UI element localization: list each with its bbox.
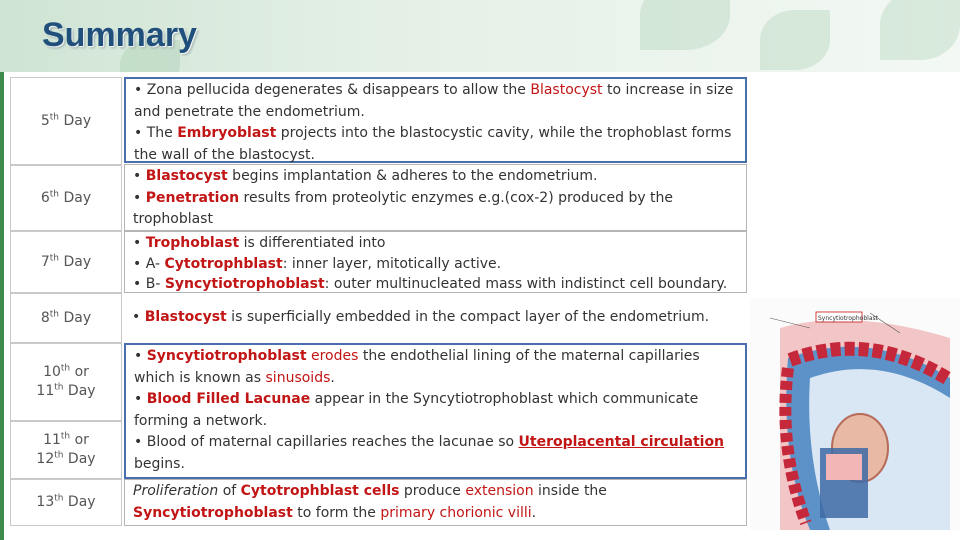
day-word: or <box>74 364 89 380</box>
day-suffix: th <box>54 382 64 393</box>
bullet-blastocyst-implantation <box>133 166 740 188</box>
bullet-text: • <box>134 391 147 407</box>
day-cell-11-12 <box>10 421 122 479</box>
term-text: Zona pellucida <box>146 82 250 98</box>
day-word: Day <box>63 112 92 129</box>
accent-bar <box>0 72 4 540</box>
term-highlight: Blood Filled Lacunae <box>146 391 311 407</box>
day-suffix: th <box>49 252 60 263</box>
body-text: . <box>531 504 537 521</box>
bullet-lacunae <box>134 389 739 432</box>
day-suffix: th <box>49 188 60 199</box>
day-word: Day <box>63 309 92 326</box>
figure-label: Syncytiotrophoblast <box>818 315 878 322</box>
body-text: begins implantation & adheres to the endometrium. <box>227 168 598 184</box>
day-cell-8 <box>10 293 122 343</box>
body-text: begins. <box>134 455 185 472</box>
day-cell-7 <box>10 231 122 293</box>
term-highlight: Cytotrophblast cells <box>240 483 400 499</box>
day-number: 5 <box>40 112 50 129</box>
term-highlight: sinusoids <box>265 369 331 386</box>
day-number: 11 <box>43 432 61 448</box>
body-text: appear in the Syncytiotrophoblast which communicate forming a network. <box>134 391 699 429</box>
term-highlight: Syncytiotrophoblast <box>146 348 307 364</box>
term-highlight: extension <box>465 483 534 499</box>
bullet-erosion <box>134 346 739 389</box>
body-text: the endothelial lining of the maternal capillaries which is known as <box>134 348 700 386</box>
bullet-text: • A- <box>133 255 165 272</box>
day-word: Day <box>67 383 96 399</box>
body-text: projects into the blastocystic cavity, while the trophoblast forms the wall of the blastocyst. <box>134 125 732 163</box>
leaf-decoration <box>760 10 830 70</box>
implantation-diagram <box>750 298 960 530</box>
day-number: 8 <box>40 309 50 326</box>
day-cell-13 <box>10 479 122 526</box>
term-highlight: Cytotrophblast <box>164 255 283 272</box>
day-number: 6 <box>40 189 50 206</box>
term-highlight: Syncytiotrophoblast <box>133 504 293 521</box>
term-highlight: primary chorionic villi <box>380 504 532 521</box>
body-text: . <box>330 369 335 386</box>
body-text: results from proteolytic enzymes e.g.(cox-2) produced by the trophoblast <box>133 189 674 227</box>
bullet-text: • <box>134 348 147 364</box>
body-text: is superficially embedded in the compact layer of the endometrium. <box>226 309 710 325</box>
day-suffix: th <box>60 431 71 442</box>
body-text: inside the <box>533 483 607 499</box>
day-number: 13 <box>36 494 55 510</box>
day-cell-10-11 <box>10 343 122 421</box>
term-highlight: Embryoblast <box>177 125 277 141</box>
bullet-text: • <box>133 189 146 206</box>
day-word: or <box>74 432 89 448</box>
bullet-superficial-embedding <box>132 307 741 329</box>
term-highlight: erodes <box>311 348 359 364</box>
bullet-embryoblast <box>134 123 739 166</box>
header-banner <box>0 0 960 72</box>
bullet-syncytiotrophoblast <box>133 274 740 295</box>
day-suffix: th <box>54 450 64 461</box>
body-text: degenerates & disappears to allow the <box>249 82 531 98</box>
day-cell-6 <box>10 165 122 231</box>
day-word: Day <box>63 189 92 206</box>
body-text: : inner layer, mitotically active. <box>282 255 502 272</box>
term-highlight: Trophoblast <box>145 235 240 251</box>
day-cell-5 <box>10 77 122 165</box>
body-text: produce <box>399 483 466 499</box>
page-title: Summary <box>42 16 197 54</box>
bullet-penetration <box>133 188 740 231</box>
term-highlight: Syncytiotrophoblast <box>164 276 325 292</box>
content-day-10-12 <box>124 343 747 479</box>
leaf-decoration <box>640 0 730 50</box>
inset-top <box>826 454 862 480</box>
day-suffix: th <box>54 493 64 504</box>
content-day-13 <box>124 479 747 526</box>
day-suffix: th <box>60 363 71 374</box>
body-text: : outer multinucleated mass with indistinct cell boundary. <box>324 276 728 292</box>
term-highlight: Blastocyst <box>530 82 603 98</box>
bullet-text: • <box>133 168 146 184</box>
term-highlight: Blastocyst <box>144 309 227 325</box>
day-word: Day <box>63 253 92 270</box>
term-highlight: Blastocyst <box>145 168 228 184</box>
body-text: is differentiated into <box>239 235 386 251</box>
body-text: to form the <box>292 504 381 521</box>
body-text: to increase in size and penetrate the endometrium. <box>134 82 734 120</box>
day-number: 12 <box>36 451 55 467</box>
content-day-8 <box>124 293 747 343</box>
bullet-text: • B- <box>133 276 165 292</box>
term-highlight: Penetration <box>145 189 240 206</box>
bullet-cytotrophoblast <box>133 254 740 275</box>
term-highlight: Uteroplacental circulation <box>518 434 725 450</box>
day-number: 11 <box>36 383 55 399</box>
bullet-text: • <box>133 235 146 251</box>
implantation-illustration <box>750 298 960 530</box>
content-day-5 <box>124 77 747 163</box>
body-text: Proliferation <box>133 483 219 499</box>
bullet-text: • Blood of maternal capillaries reaches the lacunae so <box>134 434 519 450</box>
day-word: Day <box>67 451 96 467</box>
day-number: 7 <box>40 253 50 270</box>
day-number: 10 <box>43 364 61 380</box>
day-word: Day <box>67 494 96 510</box>
bullet-text: • <box>132 309 145 325</box>
bullet-circulation <box>134 432 739 475</box>
day-suffix: th <box>49 111 60 122</box>
bullet-trophoblast <box>133 233 740 254</box>
body-text: of <box>218 483 241 499</box>
bullet-zona-pellucida <box>134 80 739 123</box>
bullet-chorionic-villi <box>133 481 740 524</box>
bullet-text: • The <box>134 125 178 141</box>
leaf-decoration <box>880 0 960 60</box>
content-day-6 <box>124 164 747 231</box>
day-suffix: th <box>49 308 60 319</box>
content-day-7 <box>124 231 747 293</box>
bullet-text: • <box>134 82 147 98</box>
